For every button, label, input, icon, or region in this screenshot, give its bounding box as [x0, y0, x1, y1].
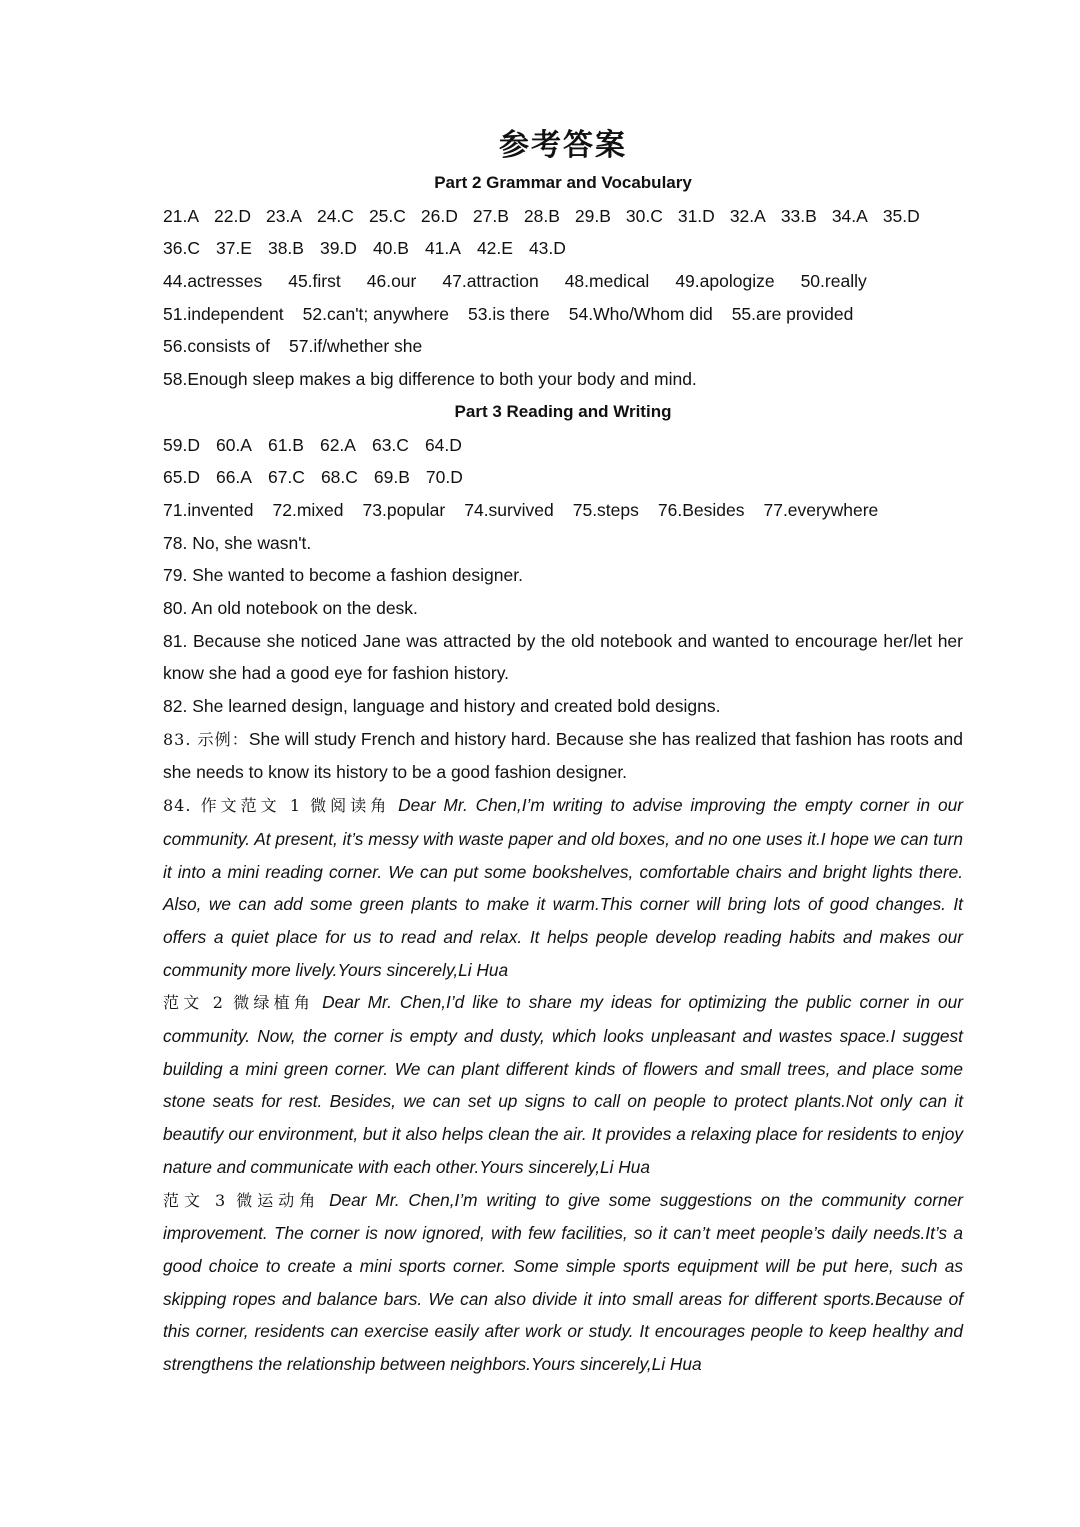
part3-answers-row-1 [163, 429, 963, 462]
answer-item: 67.C [267, 467, 305, 488]
part3-heading: Part 3 Reading and Writing [454, 401, 672, 421]
answer-item: 33.B [780, 205, 817, 226]
answer-item: 70.D [425, 467, 463, 488]
part2-answers-row-5 [163, 330, 963, 363]
sample-essay-2-label: 范文 2 微绿植角 [163, 993, 315, 1013]
sample-essay-3-label: 范文 3 微运动角 [163, 1190, 321, 1210]
answer-item: 50.really [800, 271, 867, 292]
sample-essay-2-text: Dear Mr. Chen,I’d like to share my ideas for optimizing the public corner in our community. Now, the corner is empty and dusty, which looks unpleasant and wastes space.I suggest building a mini green corner. We can plant different kinds of flowers and small trees, and place some stone seats for rest. Besides, we can set up signs to call on people to protect plants.Not only can it beautify our environment, but it also helps clean the air. It provides a relaxing place for residents to enjoy nature and communicate with each other.Yours sincerely,Li Hua [163, 992, 963, 1177]
answer-item: 64.D [424, 434, 462, 455]
answer-item: 74.survived [464, 499, 554, 520]
answer-item: 36.C [163, 238, 200, 259]
answer-item: 62.A [319, 434, 356, 455]
answer-item: 72.mixed [272, 499, 344, 520]
answer-81: 81. Because she noticed Jane was attracted by the old notebook and wanted to encourage her/let her know she had a good eye for fashion history. [163, 630, 963, 684]
answer-item: 73.popular [362, 499, 446, 520]
sample-essay-1-text: Dear Mr. Chen,I’m writing to advise improving the empty corner in our community. At present, it’s messy with waste paper and old boxes, and no one uses it.I hope we can turn it into a mini reading corner. We can put some bookshelves, comfortable chairs and bright lights there. Also, we can add some green plants to make it warm.This corner will bring lots of good changes. It offers a quiet place for us to read and relax. It helps people develop reading habits and makes our community more lively.Yours sincerely,Li Hua [163, 795, 963, 980]
answer-item: 41.A [424, 238, 461, 259]
answer-item: 22.D [214, 205, 251, 226]
answer-item: 31.D [677, 205, 715, 226]
answer-item: 57.if/whether she [289, 336, 423, 357]
answer-83-prefix: 83. 示例： [163, 729, 249, 749]
answer-80: 80. An old notebook on the desk. [163, 597, 418, 618]
sample-essay-3-text: Dear Mr. Chen,I’m writing to give some suggestions on the community corner improvement. The corner is now ignored, with few facilities, so it can’t meet people’s daily needs.It’s a good choice to create a mini sports corner. Some simple sports equipment will be put here, such as skipping ropes and balance bars. We can also divide it into small areas for different sports.Because of this corner, residents can exercise easily after work or study. It encourages people to keep healthy and strengthens the relationship between neighbors.Yours sincerely,Li Hua [163, 1189, 963, 1375]
sample-essay-3 [163, 1184, 963, 1381]
sample-essay-1 [163, 789, 963, 986]
answer-item: 51.independent [163, 303, 284, 324]
answer-item: 55.are provided [731, 303, 854, 324]
answer-item: 44.actresses [163, 271, 263, 292]
answer-item: 76.Besides [657, 499, 745, 520]
page-title: 参考答案 [499, 128, 627, 163]
sample-essay-1-label: 84. 作文范文 1 微阅读角 [163, 796, 391, 816]
answer-item: 23.A [265, 205, 302, 226]
part2-answers-row-3 [163, 265, 963, 298]
answer-item: 29.B [574, 205, 611, 226]
answer-item: 21.A [163, 205, 199, 226]
answer-item: 42.E [476, 238, 513, 259]
answer-item: 52.can't; anywhere [302, 303, 450, 324]
part2-heading: Part 2 Grammar and Vocabulary [434, 173, 692, 192]
answer-item: 56.consists of [163, 336, 270, 357]
answer-item: 40.B [372, 238, 409, 259]
answer-item: 27.B [472, 205, 509, 226]
answer-item: 63.C [371, 434, 409, 455]
part2-answers-row-4 [163, 298, 963, 331]
part2-answers-row-1 [163, 200, 963, 233]
answer-item: 46.our [366, 271, 417, 292]
answer-item: 37.E [215, 238, 252, 259]
answer-78: 78. No, she wasn't. [163, 532, 312, 553]
answer-item: 26.D [420, 205, 458, 226]
answer-item: 69.B [373, 467, 410, 488]
answer-item: 45.first [288, 271, 341, 292]
answer-item: 53.is there [468, 303, 550, 324]
answer-item: 47.attraction [442, 271, 539, 292]
part2-answer-58: 58.Enough sleep makes a big difference to both your body and mind. [163, 369, 697, 390]
answer-item: 28.B [523, 205, 560, 226]
answer-item: 66.A [215, 467, 252, 488]
answer-item: 61.B [267, 434, 304, 455]
answer-item: 54.Who/Whom did [568, 303, 713, 324]
answer-item: 68.C [320, 467, 358, 488]
answer-item: 65.D [163, 467, 200, 488]
answer-item: 39.D [319, 238, 357, 259]
part2-answers-row-2 [163, 232, 963, 265]
part3-answers-row-3 [163, 494, 963, 527]
answer-item: 30.C [625, 205, 663, 226]
answer-item: 49.apologize [675, 271, 775, 292]
part3-answers-row-2 [163, 461, 963, 494]
answer-item: 48.medical [564, 271, 650, 292]
answer-item: 34.A [831, 205, 868, 226]
answer-item: 25.C [368, 205, 406, 226]
answer-item: 38.B [267, 238, 304, 259]
answer-item: 59.D [163, 434, 200, 455]
answer-79: 79. She wanted to become a fashion designer. [163, 565, 523, 586]
answer-item: 24.C [316, 205, 354, 226]
answer-sheet [163, 167, 963, 1381]
answer-83-text: She will study French and history hard. Because she has realized that fashion has roots and she needs to know its history to be a good fashion designer. [163, 728, 963, 783]
answer-item: 71.invented [163, 499, 254, 520]
answer-item: 77.everywhere [763, 499, 879, 520]
answer-item: 75.steps [572, 499, 639, 520]
answer-83 [163, 723, 963, 789]
answer-item: 43.D [528, 238, 566, 259]
answer-item: 35.D [882, 205, 920, 226]
answer-82: 82. She learned design, language and history and created bold designs. [163, 696, 721, 717]
answer-item: 60.A [215, 434, 252, 455]
answer-item: 32.A [729, 205, 766, 226]
sample-essay-2 [163, 986, 963, 1183]
